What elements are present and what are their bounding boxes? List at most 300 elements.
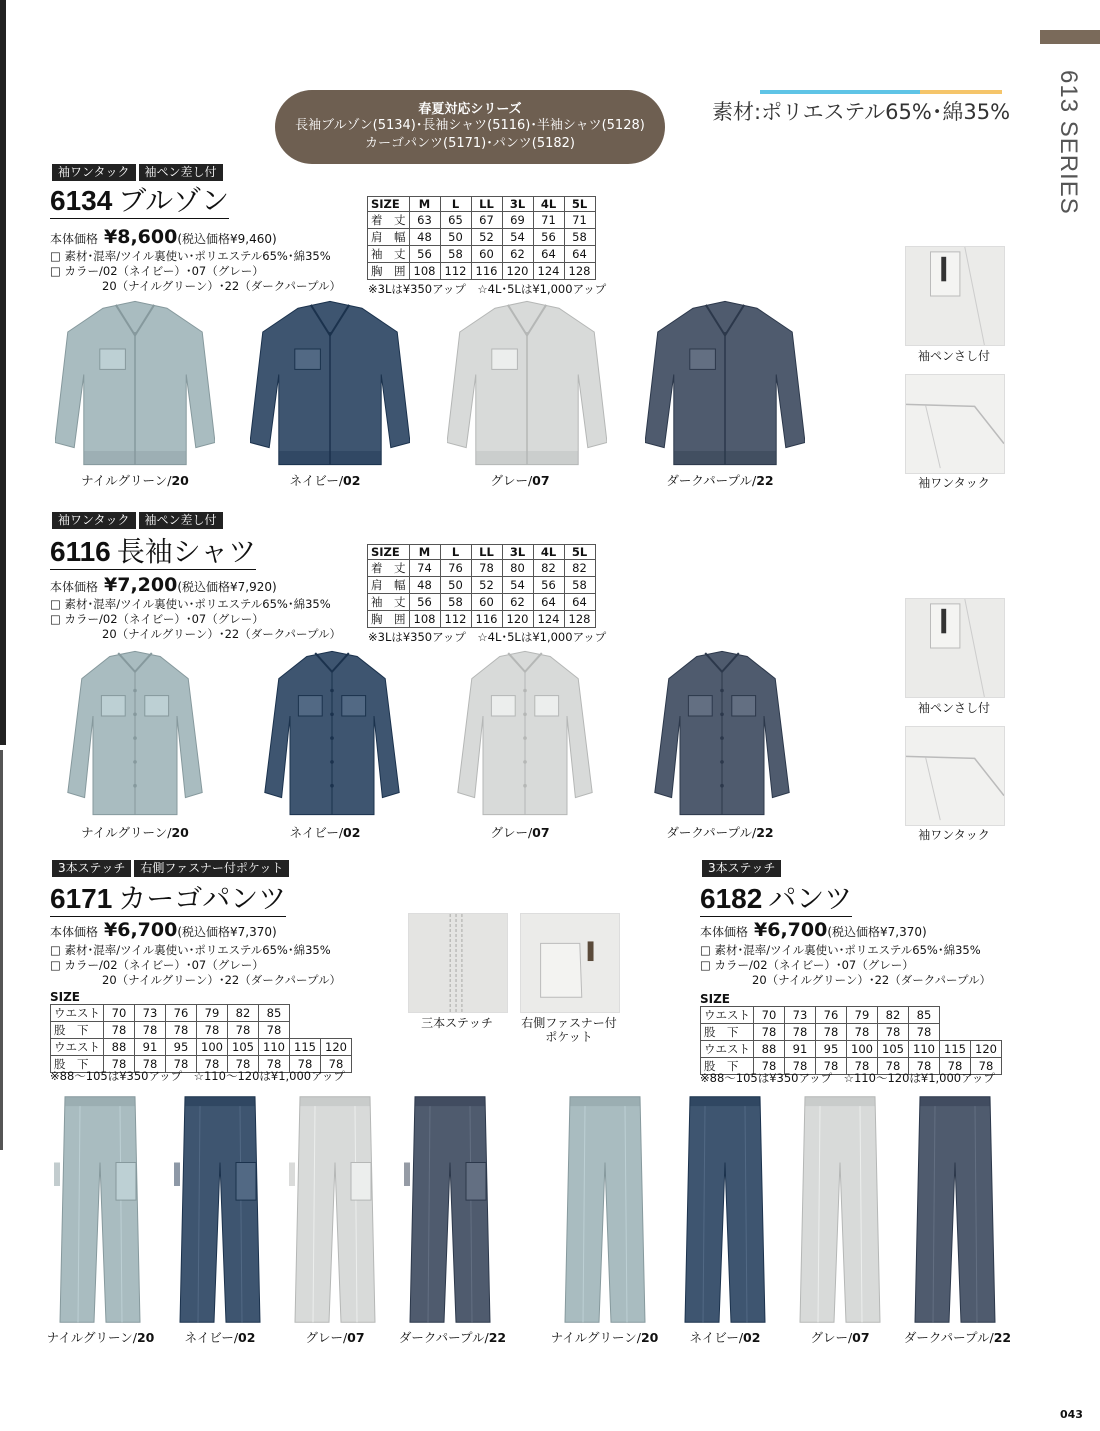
size-cell: 91 bbox=[135, 1039, 166, 1056]
caption-name: ダークパープル/ bbox=[666, 473, 757, 488]
size-header-row bbox=[368, 545, 596, 560]
banner-line-2: カーゴパンツ(5171)･パンツ(5182) bbox=[365, 136, 575, 151]
size-cell: 88 bbox=[104, 1039, 135, 1056]
size-cell: 110 bbox=[909, 1041, 940, 1058]
caption-name: ネイビー/ bbox=[689, 1330, 744, 1345]
size-row-label: 股 下 bbox=[51, 1022, 104, 1039]
size-cell: 58 bbox=[564, 577, 595, 594]
size-row bbox=[368, 560, 596, 577]
jacket-image-navy bbox=[250, 298, 410, 468]
size-cell: 63 bbox=[409, 212, 440, 229]
size-cell: 105 bbox=[878, 1041, 909, 1058]
size-cell: 70 bbox=[754, 1007, 785, 1024]
size-cell: 62 bbox=[502, 594, 533, 611]
caption-code: 20 bbox=[640, 1330, 659, 1345]
size-row-label: 袖 丈 bbox=[368, 246, 410, 263]
size-row-label: ウエスト bbox=[51, 1005, 104, 1022]
size-cell: 64 bbox=[533, 246, 564, 263]
detail-caption: 袖ペンさし付 bbox=[917, 349, 990, 363]
detail-zip-pocket-image bbox=[520, 913, 620, 1013]
size-cell: 82 bbox=[228, 1005, 259, 1022]
size-cell: 65 bbox=[440, 212, 471, 229]
spec-6171 bbox=[50, 943, 341, 988]
size-row bbox=[701, 1007, 1002, 1024]
caption-6134-green bbox=[60, 471, 210, 489]
size-cell: 78 bbox=[847, 1024, 878, 1041]
caption-name: ダークパープル/ bbox=[903, 1330, 994, 1345]
caption-name: ネイビー/ bbox=[289, 473, 344, 488]
size-note-6171: ※88～105は¥350アップ ☆110～120は¥1,000アップ bbox=[50, 1069, 345, 1083]
size-cell: 76 bbox=[816, 1007, 847, 1024]
caption-6182-navy bbox=[665, 1328, 785, 1346]
size-row-label: 着 丈 bbox=[368, 212, 410, 229]
size-row-label: ウエスト bbox=[701, 1041, 754, 1058]
size-cell: 78 bbox=[785, 1024, 816, 1041]
spec-material: □ 素材･混率/ツイル裏使い･ポリエステル65%･綿35% bbox=[700, 943, 981, 957]
page-number: 043 bbox=[1060, 1408, 1083, 1421]
size-cell: 120 bbox=[971, 1041, 1002, 1058]
size-cell: 78 bbox=[878, 1024, 909, 1041]
banner-title: 春夏対応シリーズ bbox=[418, 102, 522, 117]
size-cell: 78 bbox=[197, 1022, 228, 1039]
caption-name: ナイルグリーン/ bbox=[81, 473, 172, 488]
size-cell: 78 bbox=[104, 1022, 135, 1039]
size-cell: 78 bbox=[259, 1056, 290, 1073]
tags-6182 bbox=[702, 860, 781, 877]
size-header-cell: 5L bbox=[564, 545, 595, 560]
banner-line-1: 長袖ブルゾン(5134)･長袖シャツ(5116)･半袖シャツ(5128) bbox=[295, 118, 645, 133]
size-row-label: 股 下 bbox=[701, 1024, 754, 1041]
detail-caption: 袖ワンタック bbox=[918, 828, 990, 842]
product-number: 6116 bbox=[50, 536, 111, 567]
size-header-cell: L bbox=[440, 197, 471, 212]
size-cell: 71 bbox=[533, 212, 564, 229]
size-cell: 67 bbox=[471, 212, 502, 229]
size-table-6134 bbox=[367, 196, 596, 280]
size-header-cell: 3L bbox=[502, 197, 533, 212]
size-row-label: 股 下 bbox=[701, 1058, 754, 1075]
detail-caption: 三本ステッチ bbox=[421, 1016, 493, 1030]
size-row-label: 着 丈 bbox=[368, 560, 410, 577]
size-row bbox=[368, 611, 596, 628]
tag: 袖ペン差し付 bbox=[139, 164, 223, 181]
caption-6171-purple bbox=[390, 1328, 515, 1346]
caption-code: 07 bbox=[532, 473, 550, 488]
size-cell: 58 bbox=[440, 594, 471, 611]
caption-code: 20 bbox=[171, 825, 189, 840]
caption-6182-purple bbox=[895, 1328, 1020, 1346]
size-cell: 48 bbox=[409, 229, 440, 246]
price-label: 本体価格 bbox=[50, 232, 99, 246]
product-name: パンツ bbox=[768, 882, 853, 915]
size-header-cell: L bbox=[440, 545, 471, 560]
size-row-label: ウエスト bbox=[701, 1007, 754, 1024]
left-edge-bar-lower bbox=[0, 750, 3, 1150]
detail-pen-pocket-image bbox=[905, 598, 1005, 698]
size-cell: 78 bbox=[104, 1056, 135, 1073]
size-cell: 64 bbox=[533, 594, 564, 611]
size-cell: 120 bbox=[321, 1039, 352, 1056]
size-cell: 79 bbox=[197, 1005, 228, 1022]
size-cell: 52 bbox=[471, 229, 502, 246]
cargo-image-gray bbox=[285, 1092, 385, 1327]
shirt-image-purple bbox=[652, 648, 792, 818]
size-cell: 50 bbox=[440, 577, 471, 594]
caption-name: ダークパープル/ bbox=[398, 1330, 489, 1345]
caption-code: 07 bbox=[347, 1330, 365, 1345]
price-label: 本体価格 bbox=[50, 580, 99, 594]
caption-name: ネイビー/ bbox=[184, 1330, 239, 1345]
jacket-image-green bbox=[55, 298, 215, 468]
size-cell: 58 bbox=[440, 246, 471, 263]
product-number: 6134 bbox=[50, 185, 113, 216]
accent-bar-yellow bbox=[920, 90, 1002, 94]
spec-color-cont: 20（ナイルグリーン）･22（ダークパープル） bbox=[102, 627, 342, 641]
detail-caption: 右側ファスナー付 bbox=[521, 1016, 617, 1030]
size-row bbox=[368, 246, 596, 263]
series-banner bbox=[275, 90, 665, 164]
size-row bbox=[701, 1024, 1002, 1041]
size-cell: 54 bbox=[502, 577, 533, 594]
product-name: 長袖シャツ bbox=[116, 535, 257, 568]
size-row bbox=[368, 229, 596, 246]
caption-name: ナイルグリーン/ bbox=[81, 825, 172, 840]
price-6134 bbox=[50, 227, 277, 249]
caption-6134-navy bbox=[250, 471, 400, 489]
caption-code: 20 bbox=[136, 1330, 155, 1345]
size-cell: 78 bbox=[135, 1022, 166, 1039]
size-cell: 115 bbox=[940, 1041, 971, 1058]
size-cell: 112 bbox=[440, 611, 471, 628]
caption-6116-navy bbox=[250, 823, 400, 841]
size-cell: 128 bbox=[564, 263, 595, 280]
caption-6116-green bbox=[60, 823, 210, 841]
caption-code: 22 bbox=[993, 1330, 1012, 1345]
size-cell: 64 bbox=[564, 594, 595, 611]
spec-color: □ カラー/02（ネイビー）･07（グレー） bbox=[700, 958, 914, 972]
size-row bbox=[51, 1022, 352, 1039]
price-6116 bbox=[50, 575, 277, 597]
cargo-image-purple bbox=[400, 1092, 500, 1327]
size-cell: 95 bbox=[166, 1039, 197, 1056]
size-cell: 56 bbox=[533, 577, 564, 594]
size-cell: 78 bbox=[816, 1058, 847, 1075]
size-cell: 100 bbox=[847, 1041, 878, 1058]
caption-code: 22 bbox=[488, 1330, 507, 1345]
size-cell: 78 bbox=[940, 1058, 971, 1075]
size-header-cell: 3L bbox=[502, 545, 533, 560]
caption-code: 07 bbox=[532, 825, 550, 840]
product-title-6134 bbox=[50, 185, 229, 219]
size-row-label: 肩 幅 bbox=[368, 229, 410, 246]
size-cell: 78 bbox=[909, 1058, 940, 1075]
size-cell: 82 bbox=[564, 560, 595, 577]
size-cell: 124 bbox=[533, 263, 564, 280]
caption-code: 22 bbox=[756, 825, 774, 840]
size-cell: 56 bbox=[409, 246, 440, 263]
size-header-cell: LL bbox=[471, 197, 502, 212]
size-header-cell: SIZE bbox=[368, 545, 410, 560]
size-row-label: 肩 幅 bbox=[368, 577, 410, 594]
size-header-cell: 4L bbox=[533, 197, 564, 212]
size-cell: 78 bbox=[754, 1058, 785, 1075]
tags-6116 bbox=[52, 512, 223, 529]
tag: 袖ワンタック bbox=[52, 164, 136, 181]
caption-6171-green bbox=[38, 1328, 163, 1346]
caption-name: グレー/ bbox=[490, 473, 533, 488]
cargo-image-navy bbox=[170, 1092, 270, 1327]
price-value: ¥6,700 bbox=[104, 919, 178, 941]
tax-price: (税込価格¥7,370) bbox=[827, 925, 927, 939]
size-row-label: 袖 丈 bbox=[368, 594, 410, 611]
size-cell: 78 bbox=[816, 1024, 847, 1041]
detail-triple-stitch-image bbox=[408, 913, 508, 1013]
price-value: ¥7,200 bbox=[104, 574, 178, 596]
product-title-6116 bbox=[50, 536, 256, 570]
size-header-cell: SIZE bbox=[368, 197, 410, 212]
size-cell: 108 bbox=[409, 611, 440, 628]
tags-6134 bbox=[52, 164, 223, 181]
size-cell: 115 bbox=[290, 1039, 321, 1056]
size-cell: 91 bbox=[785, 1041, 816, 1058]
size-cell: 124 bbox=[533, 611, 564, 628]
shirt-image-gray bbox=[455, 648, 595, 818]
caption-name: ナイルグリーン/ bbox=[46, 1330, 137, 1345]
product-number: 6171 bbox=[50, 883, 113, 914]
size-cell: 78 bbox=[135, 1056, 166, 1073]
pants-image-purple bbox=[905, 1092, 1005, 1327]
size-cell: 120 bbox=[502, 263, 533, 280]
caption-name: グレー/ bbox=[810, 1330, 853, 1345]
product-name: カーゴパンツ bbox=[118, 882, 287, 915]
size-cell: 78 bbox=[847, 1058, 878, 1075]
size-cell: 70 bbox=[104, 1005, 135, 1022]
size-cell: 64 bbox=[564, 246, 595, 263]
size-header-cell: M bbox=[409, 545, 440, 560]
caption-code: 20 bbox=[171, 473, 189, 488]
size-cell: 74 bbox=[409, 560, 440, 577]
jacket-image-gray bbox=[447, 298, 607, 468]
tax-price: (税込価格¥7,370) bbox=[177, 925, 277, 939]
spec-color-cont: 20（ナイルグリーン）･22（ダークパープル） bbox=[752, 973, 992, 987]
spec-material: □ 素材･混率/ツイル裏使い･ポリエステル65%･綿35% bbox=[50, 597, 331, 611]
size-cell: 60 bbox=[471, 246, 502, 263]
caption-6171-gray bbox=[275, 1328, 395, 1346]
left-edge-bar bbox=[0, 0, 6, 745]
price-label: 本体価格 bbox=[700, 925, 749, 939]
series-label: 613 SERIES bbox=[1055, 70, 1082, 215]
tag: 右側ファスナー付ポケット bbox=[134, 860, 289, 877]
size-cell: 78 bbox=[909, 1024, 940, 1041]
price-value: ¥6,700 bbox=[754, 919, 828, 941]
detail-caption: 袖ワンタック bbox=[918, 476, 990, 490]
detail-pen-pocket-image bbox=[905, 246, 1005, 346]
size-cell: 71 bbox=[564, 212, 595, 229]
size-cell: 78 bbox=[290, 1056, 321, 1073]
tag: 袖ワンタック bbox=[52, 512, 136, 529]
size-row bbox=[368, 263, 596, 280]
series-tab bbox=[1040, 30, 1100, 44]
size-cell: 108 bbox=[409, 263, 440, 280]
size-cell: 69 bbox=[502, 212, 533, 229]
size-cell: 76 bbox=[166, 1005, 197, 1022]
size-cell: 78 bbox=[166, 1022, 197, 1039]
caption-name: グレー/ bbox=[305, 1330, 348, 1345]
caption-name: ダークパープル/ bbox=[666, 825, 757, 840]
accent-bar-blue bbox=[760, 90, 920, 94]
size-table-6116 bbox=[367, 544, 596, 628]
size-cell: 52 bbox=[471, 577, 502, 594]
detail-tuck-image bbox=[905, 374, 1005, 474]
size-cell: 100 bbox=[197, 1039, 228, 1056]
size-row bbox=[51, 1039, 352, 1056]
size-row-label: ウエスト bbox=[51, 1039, 104, 1056]
caption-6182-gray bbox=[780, 1328, 900, 1346]
spec-material: □ 素材･混率/ツイル裏使い･ポリエステル65%･綿35% bbox=[50, 249, 331, 263]
size-note-6182: ※88～105は¥350アップ ☆110～120は¥1,000アップ bbox=[700, 1071, 995, 1085]
caption-code: 02 bbox=[343, 473, 361, 488]
size-header-cell: M bbox=[409, 197, 440, 212]
size-cell: 78 bbox=[754, 1024, 785, 1041]
size-header-cell: 5L bbox=[564, 197, 595, 212]
size-cell: 50 bbox=[440, 229, 471, 246]
size-cell: 82 bbox=[533, 560, 564, 577]
size-header-cell: LL bbox=[471, 545, 502, 560]
size-row bbox=[51, 1005, 352, 1022]
size-table-6182 bbox=[700, 1006, 1002, 1075]
caption-6116-purple bbox=[645, 823, 795, 841]
size-cell: 78 bbox=[166, 1056, 197, 1073]
size-cell: 78 bbox=[471, 560, 502, 577]
size-cell: 88 bbox=[754, 1041, 785, 1058]
size-cell: 120 bbox=[502, 611, 533, 628]
size-cell: 60 bbox=[471, 594, 502, 611]
caption-code: 07 bbox=[852, 1330, 870, 1345]
size-cell: 82 bbox=[878, 1007, 909, 1024]
caption-code: 02 bbox=[343, 825, 361, 840]
size-cell: 76 bbox=[440, 560, 471, 577]
spec-material: □ 素材･混率/ツイル裏使い･ポリエステル65%･綿35% bbox=[50, 943, 331, 957]
tag: 袖ペン差し付 bbox=[139, 512, 223, 529]
size-label: SIZE bbox=[50, 990, 81, 1004]
size-row-label: 股 下 bbox=[51, 1056, 104, 1073]
shirt-image-green bbox=[65, 648, 205, 818]
size-cell: 78 bbox=[259, 1022, 290, 1039]
size-cell: 56 bbox=[533, 229, 564, 246]
size-note-6134: ※3Lは¥350アップ ☆4L･5Lは¥1,000アップ bbox=[368, 282, 607, 296]
product-number: 6182 bbox=[700, 883, 763, 914]
size-cell: 79 bbox=[847, 1007, 878, 1024]
detail-tuck-image bbox=[905, 726, 1005, 826]
size-table-6171 bbox=[50, 1004, 352, 1073]
price-value: ¥8,600 bbox=[104, 226, 178, 248]
size-cell: 78 bbox=[785, 1058, 816, 1075]
size-cell: 73 bbox=[135, 1005, 166, 1022]
size-cell: 78 bbox=[878, 1058, 909, 1075]
size-cell: 78 bbox=[228, 1022, 259, 1039]
pants-image-gray bbox=[790, 1092, 890, 1327]
size-cell: 128 bbox=[564, 611, 595, 628]
size-cell: 112 bbox=[440, 263, 471, 280]
spec-6134 bbox=[50, 249, 341, 294]
size-cell: 73 bbox=[785, 1007, 816, 1024]
size-cell: 78 bbox=[321, 1056, 352, 1073]
size-row bbox=[368, 577, 596, 594]
size-row-label: 胸 囲 bbox=[368, 263, 410, 280]
size-cell: 116 bbox=[471, 263, 502, 280]
size-cell: 56 bbox=[409, 594, 440, 611]
spec-color-cont: 20（ナイルグリーン）･22（ダークパープル） bbox=[102, 279, 342, 293]
size-cell: 54 bbox=[502, 229, 533, 246]
tag: 3本ステッチ bbox=[702, 860, 781, 877]
size-cell: 78 bbox=[971, 1058, 1002, 1075]
caption-name: グレー/ bbox=[490, 825, 533, 840]
caption-6116-gray bbox=[445, 823, 595, 841]
size-row-label: 胸 囲 bbox=[368, 611, 410, 628]
size-row bbox=[368, 594, 596, 611]
spec-6182 bbox=[700, 943, 991, 988]
spec-color: □ カラー/02（ネイビー）･07（グレー） bbox=[50, 612, 264, 626]
pants-image-navy bbox=[675, 1092, 775, 1327]
size-cell: 110 bbox=[259, 1039, 290, 1056]
jacket-image-purple bbox=[645, 298, 805, 468]
caption-6134-purple bbox=[645, 471, 795, 489]
spec-color-cont: 20（ナイルグリーン）･22（ダークパープル） bbox=[102, 973, 342, 987]
size-cell: 48 bbox=[409, 577, 440, 594]
size-cell: 85 bbox=[259, 1005, 290, 1022]
size-cell: 78 bbox=[228, 1056, 259, 1073]
cargo-image-green bbox=[50, 1092, 150, 1327]
detail-caption: 袖ペンさし付 bbox=[917, 701, 990, 715]
caption-name: ナイルグリーン/ bbox=[550, 1330, 641, 1345]
size-cell: 80 bbox=[502, 560, 533, 577]
tax-price: (税込価格¥7,920) bbox=[177, 580, 277, 594]
size-cell: 116 bbox=[471, 611, 502, 628]
size-cell: 62 bbox=[502, 246, 533, 263]
product-title-6182 bbox=[700, 883, 852, 917]
caption-6134-gray bbox=[445, 471, 595, 489]
price-6182 bbox=[700, 920, 927, 942]
caption-code: 02 bbox=[238, 1330, 256, 1345]
size-header-cell: 4L bbox=[533, 545, 564, 560]
size-cell: 95 bbox=[816, 1041, 847, 1058]
size-cell: 105 bbox=[228, 1039, 259, 1056]
price-label: 本体価格 bbox=[50, 925, 99, 939]
material-text: 素材:ポリエステル65%･綿35% bbox=[712, 100, 1011, 124]
pants-image-green bbox=[555, 1092, 655, 1327]
product-name: ブルゾン bbox=[118, 184, 230, 217]
spec-color: □ カラー/02（ネイビー）･07（グレー） bbox=[50, 958, 264, 972]
size-cell: 85 bbox=[909, 1007, 940, 1024]
caption-6171-navy bbox=[160, 1328, 280, 1346]
size-cell: 58 bbox=[564, 229, 595, 246]
shirt-image-navy bbox=[262, 648, 402, 818]
size-row bbox=[701, 1041, 1002, 1058]
caption-code: 22 bbox=[756, 473, 774, 488]
size-row bbox=[368, 212, 596, 229]
tax-price: (税込価格¥9,460) bbox=[177, 232, 277, 246]
caption-code: 02 bbox=[743, 1330, 761, 1345]
spec-6116 bbox=[50, 597, 341, 642]
price-6171 bbox=[50, 920, 277, 942]
size-header-row bbox=[368, 197, 596, 212]
caption-name: ネイビー/ bbox=[289, 825, 344, 840]
size-label: SIZE bbox=[700, 992, 731, 1006]
caption-6182-green bbox=[542, 1328, 667, 1346]
tag: 3本ステッチ bbox=[52, 860, 131, 877]
spec-color: □ カラー/02（ネイビー）･07（グレー） bbox=[50, 264, 264, 278]
tags-6171 bbox=[52, 860, 289, 877]
